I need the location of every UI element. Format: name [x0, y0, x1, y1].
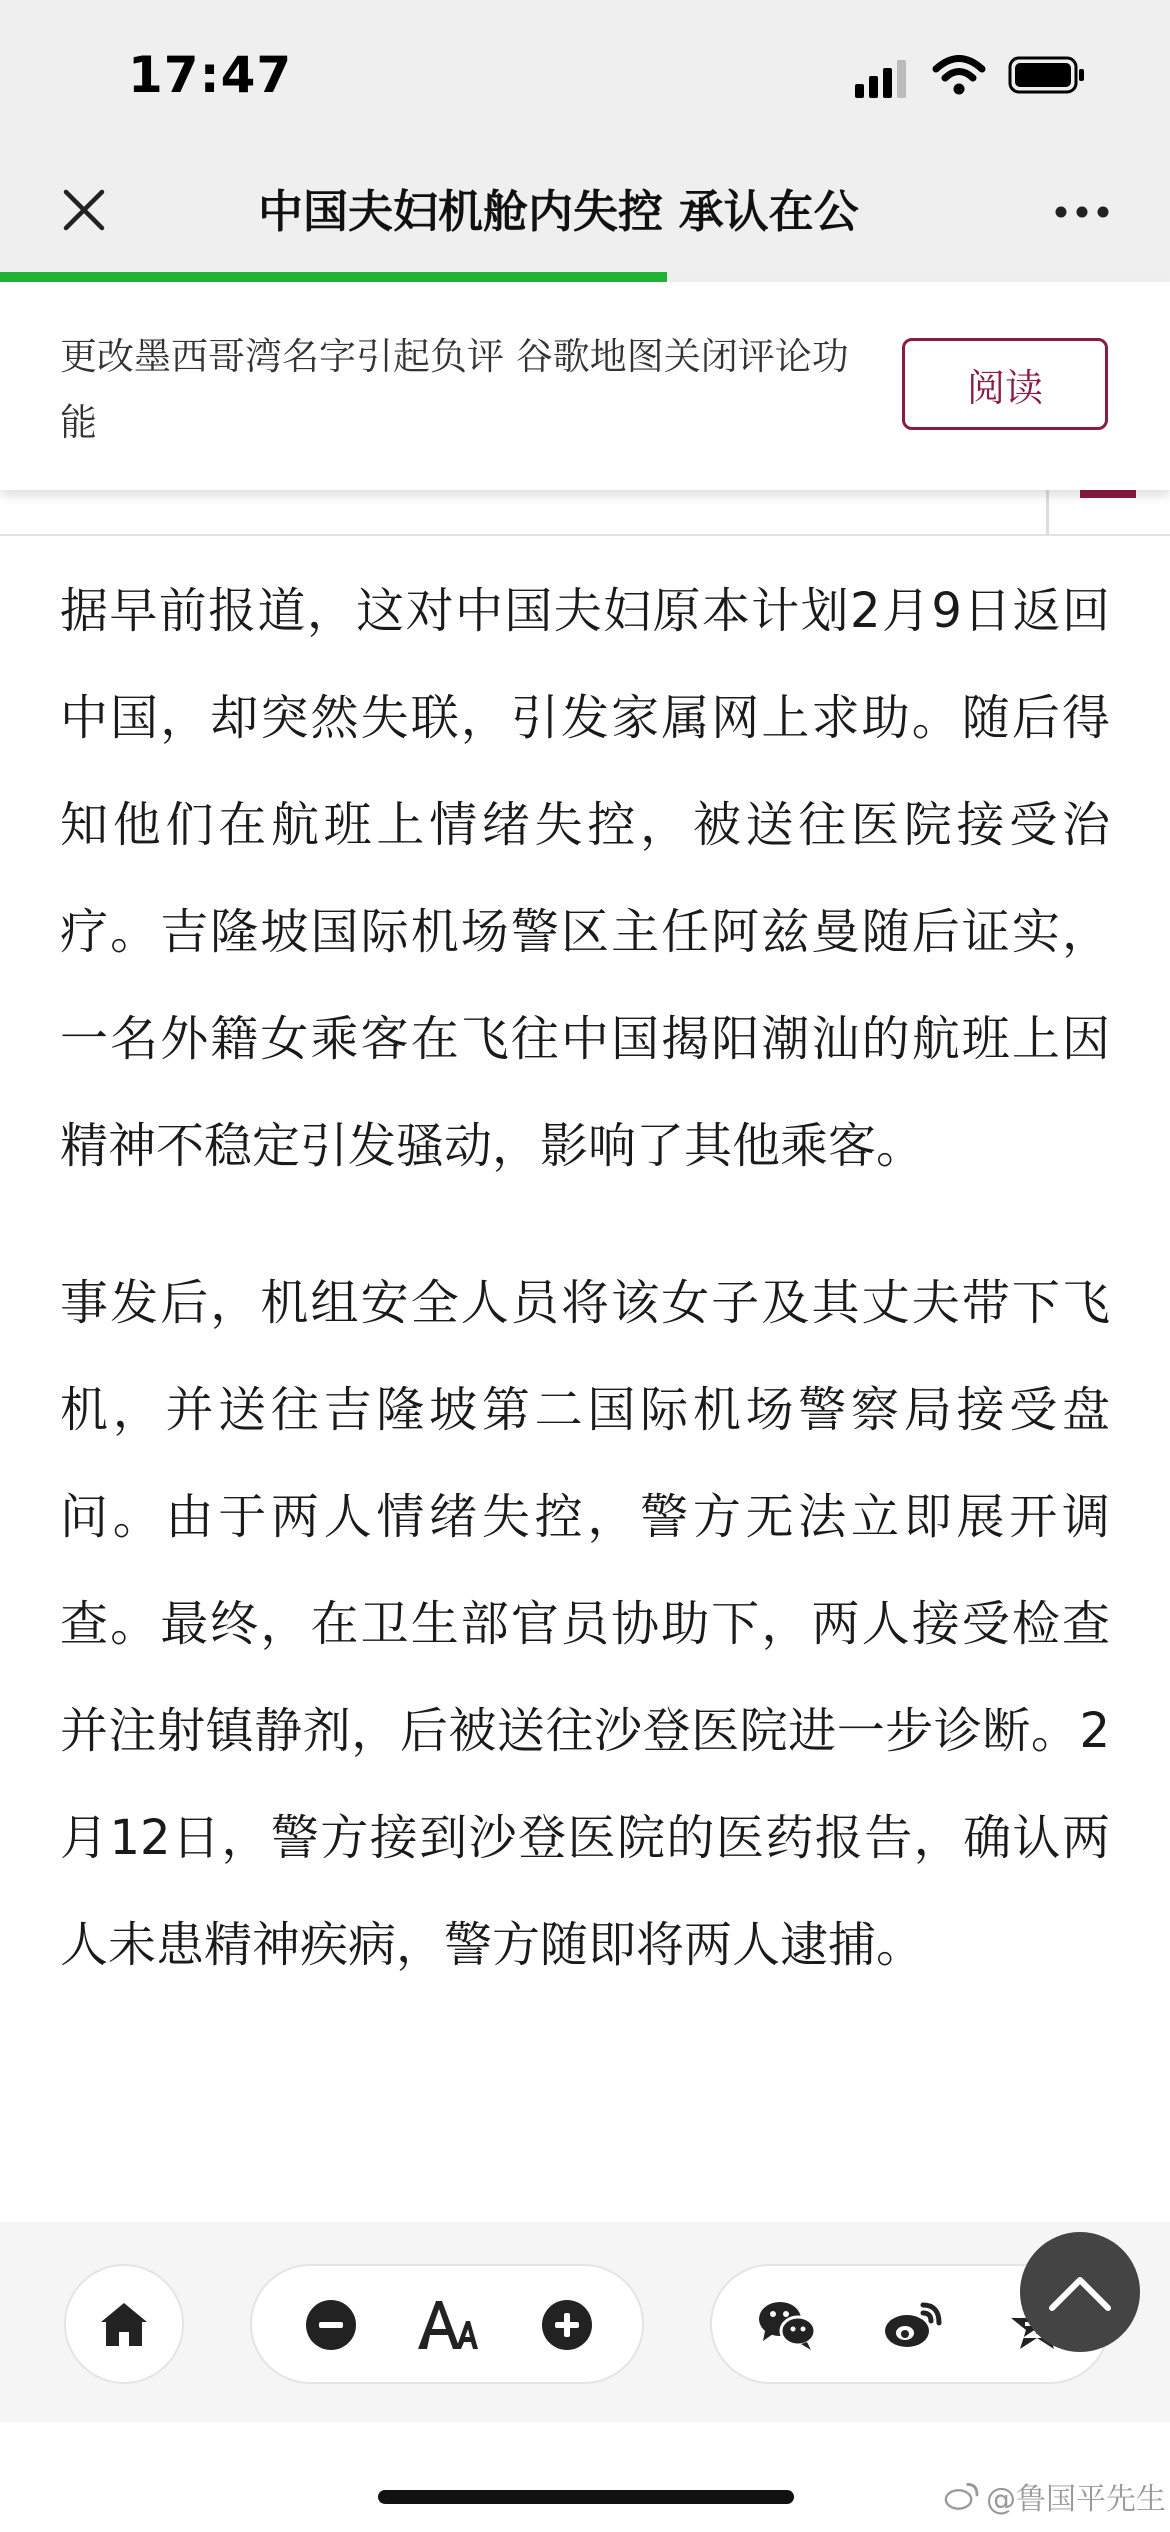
status-time: 17:47: [128, 46, 293, 104]
increase-font-button[interactable]: [532, 2290, 602, 2360]
more-dots-icon: [1054, 205, 1110, 219]
font-size-controls: [250, 2264, 644, 2384]
home-icon: [98, 2300, 150, 2348]
minus-circle-icon: [305, 2299, 357, 2351]
weibo-logo-icon: [944, 2481, 980, 2511]
share-weibo-button[interactable]: [878, 2290, 948, 2360]
read-button[interactable]: 阅读: [902, 338, 1108, 430]
scroll-to-top-button[interactable]: [1020, 2232, 1140, 2352]
article-body: [60, 558, 1110, 2049]
font-style-button[interactable]: [412, 2290, 482, 2360]
weibo-icon: [883, 2299, 943, 2351]
wechat-icon: [757, 2299, 817, 2351]
battery-icon: [1008, 56, 1086, 94]
tab-menu-accent[interactable]: [1080, 490, 1136, 498]
weibo-watermark: [944, 2474, 1166, 2518]
bottom-toolbar: [0, 2222, 1170, 2422]
share-wechat-button[interactable]: [752, 2290, 822, 2360]
article-paragraph: 事发后，机组安全人员将该女子及其丈夫带下飞机，并送往吉隆坡第二国际机场警察局接受盘问。由于两人情绪失控，警方无法立即展开调查。最终，在卫生部官员协助下，两人接受检查并注射镇静剂，后被送往沙登医院进一步诊断。2月12日，警方接到沙登医院的医药报告，确认两人未患精神疾病，警方随即将两人逮捕。: [60, 1275, 1110, 1973]
title-fade: [878, 174, 946, 250]
chevron-up-icon: [1048, 2272, 1112, 2312]
status-bar: [0, 0, 1170, 150]
home-indicator[interactable]: [378, 2490, 794, 2504]
font-size-icon: [416, 2299, 478, 2351]
reading-progress-bar: [0, 272, 1170, 282]
reading-progress-fill: [0, 272, 667, 282]
article-paragraph: 据早前报道，这对中国夫妇原本计划2月9日返回中国，却突然失联，引发家属网上求助。随后得知他们在航班上情绪失控，被送往医院接受治疗。吉隆坡国际机场警区主任阿兹曼随后证实，一名外籍女乘客在飞往中国揭阳潮汕的航班上因精神不稳定引发骚动，影响了其他乘客。: [60, 583, 1110, 1174]
recommendation-text[interactable]: 更改墨西哥湾名字引起负评 谷歌地图关闭评论功能: [60, 335, 849, 444]
close-icon: [62, 188, 106, 232]
recommendation-banner[interactable]: [0, 282, 1170, 490]
home-button[interactable]: [64, 2264, 184, 2384]
close-button[interactable]: [52, 178, 116, 242]
cellular-signal-icon: [855, 58, 911, 98]
wifi-icon: [932, 54, 986, 96]
more-options-button[interactable]: [1050, 180, 1114, 244]
nav-header: [0, 150, 1170, 272]
page-title: 中国夫妇机舱内失控 承认在公: [258, 185, 859, 238]
plus-circle-icon: [541, 2299, 593, 2351]
watermark-text: @鲁国平先生: [986, 2482, 1166, 2517]
decrease-font-button[interactable]: [296, 2290, 366, 2360]
